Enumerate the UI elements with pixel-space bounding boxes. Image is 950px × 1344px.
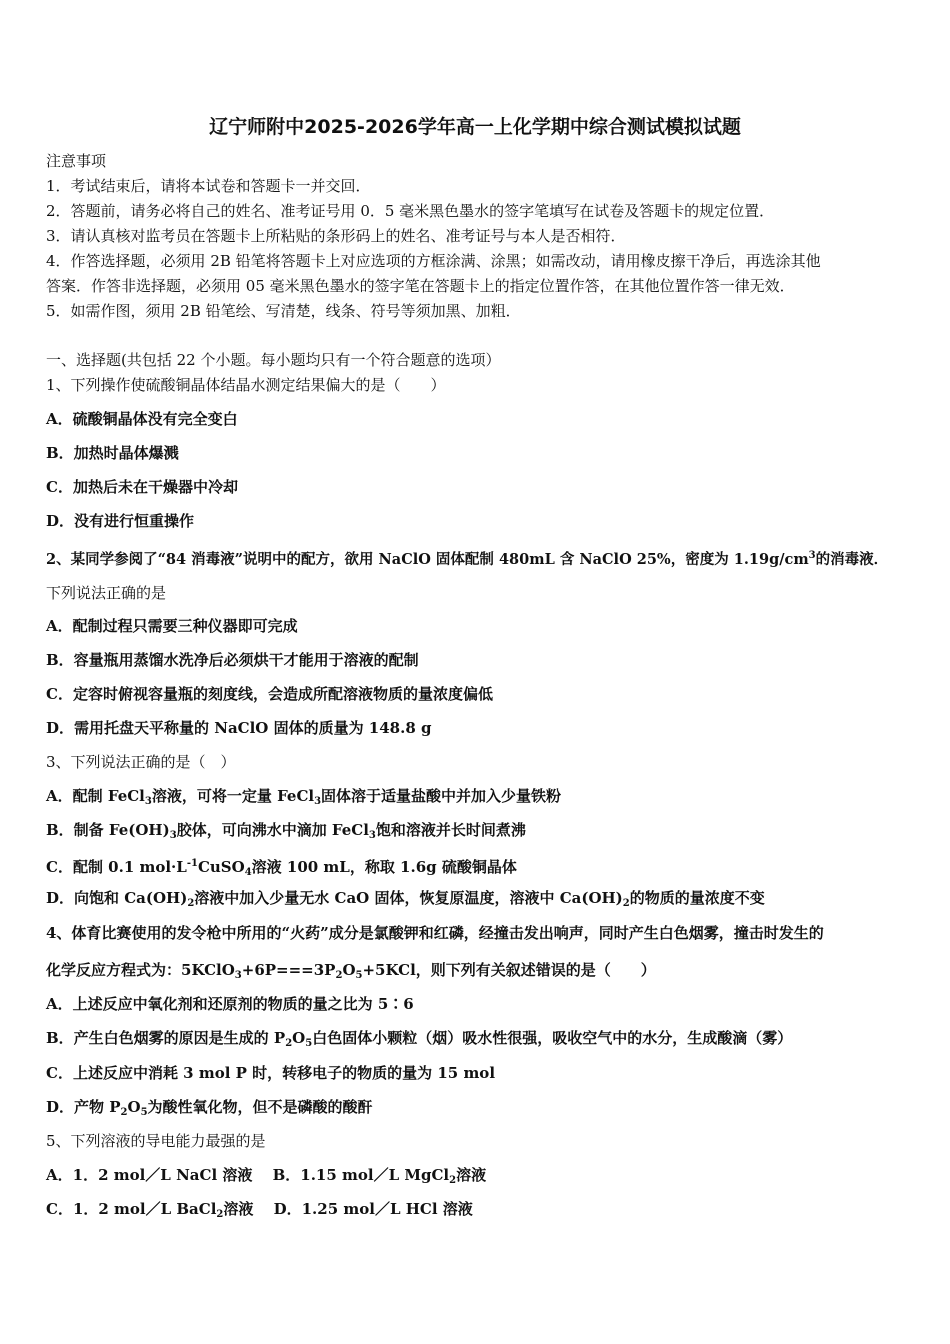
q4-stem-2: 化学反应方程式为：$5KClO_3+6P===3P_2O_5+5KCl$，则下列有关叙述错误的是（ ） bbox=[46, 961, 656, 981]
q4-option-b: B．产生白色烟雾的原因是生成的 $P_2O_5$白色固体小颗粒（烟）吸水性很强，吸收空气中的水分，生成酸滴（雾） bbox=[46, 1029, 793, 1049]
notice-item-5: 5．如需作图，须用 2B 铅笔绘、写清楚，线条、符号等须加黑、加粗． bbox=[46, 302, 521, 320]
q2-stem: 2、某同学参阅了“84 消毒液”说明中的配方，欲用 NaClO 固体配制 480mL 含 NaClO 25%，密度为 $1.19g/cm^3$的消毒液． bbox=[46, 550, 889, 568]
q5-stem: 5、下列溶液的导电能力最强的是 bbox=[46, 1132, 266, 1150]
q2-option-a: A．配制过程只需要三种仪器即可完成 bbox=[46, 617, 298, 635]
q4-stem: 4、体育比赛使用的发令枪中所用的“火药”成分是氯酸钾和红磷，经撞击发出响声，同时产生白色烟雾，撞击时发生的 bbox=[46, 924, 824, 942]
notice-item-3: 3．请认真核对监考员在答题卡上所粘贴的条形码上的姓名、准考证号与本人是否相符． bbox=[46, 227, 626, 245]
q1-stem: 1、下列操作使硫酸铜晶体结晶水测定结果偏大的是（ ） bbox=[46, 376, 446, 394]
q3-option-c: C．配制 0.1 $mol\cdot L^{-1}CuSO_4$溶液 100 mL，称取 1.6g 硫酸铜晶体 bbox=[46, 858, 517, 878]
notice-item-4-cont: 答案．作答非选择题，必须用 05 毫米黑色墨水的签字笔在答题卡上的指定位置作答，在其他位置作答一律无效． bbox=[46, 277, 795, 295]
q3-option-b: B．制备 $Fe(OH)_3$胶体，可向沸水中滴加 FeCl$_3$饱和溶液并长时间煮沸 bbox=[46, 821, 526, 841]
q1-option-c: C．加热后未在干燥器中冷却 bbox=[46, 478, 238, 496]
q4-option-d: D．产物 $P_2O_5$为酸性氧化物，但不是磷酸的酸酐 bbox=[46, 1098, 373, 1118]
q5-options-cd: C．1．2 mol／L BaCl$_2$溶液 D．1.25 mol／L HCl 溶液 bbox=[46, 1200, 473, 1220]
q3-option-a: A．配制 FeCl$_3$溶液，可将一定量 FeCl$_3$固体溶于适量盐酸中并加入少量铁粉 bbox=[46, 787, 562, 807]
notice-item-1: 1．考试结束后，请将本试卷和答题卡一并交回． bbox=[46, 177, 371, 195]
q5-options-ab: A．1．2 mol／L NaCl 溶液 B．1.15 mol／L MgCl$_2$溶液 bbox=[46, 1166, 487, 1186]
q1-option-a: A．硫酸铜晶体没有完全变白 bbox=[46, 410, 238, 428]
q2-stem-2: 下列说法正确的是 bbox=[46, 584, 167, 602]
notice-item-4: 4．作答选择题，必须用 2B 铅笔将答题卡上对应选项的方框涂满、涂黑；如需改动，请用橡皮擦干净后，再选涂其他 bbox=[46, 252, 821, 270]
section-heading: 一、选择题(共包括 22 个小题。每小题均只有一个符合题意的选项） bbox=[46, 351, 501, 369]
q3-option-d: D．向饱和 $Ca(OH)_2$溶液中加入少量无水 CaO 固体，恢复原温度，溶液中 $Ca(OH)_2$的物质的量浓度不变 bbox=[46, 889, 765, 909]
page-title: 辽宁师附中2025-2026学年高一上化学期中综合测试模拟试题 bbox=[209, 116, 741, 138]
notice-heading: 注意事项 bbox=[46, 152, 107, 170]
q2-option-c: C．定容时俯视容量瓶的刻度线，会造成所配溶液物质的量浓度偏低 bbox=[46, 685, 493, 703]
q4-option-c: C．上述反应中消耗 3 mol P 时，转移电子的物质的量为 15 mol bbox=[46, 1064, 496, 1082]
q2-option-b: B．容量瓶用蒸馏水洗净后必须烘干才能用于溶液的配制 bbox=[46, 651, 419, 669]
q3-stem: 3、下列说法正确的是（ ） bbox=[46, 753, 236, 771]
q2-option-d: D．需用托盘天平称量的 NaClO 固体的质量为 148.8 g bbox=[46, 719, 432, 737]
notice-item-2: 2．答题前，请务必将自己的姓名、准考证号用 0．5 毫米黑色墨水的签字笔填写在试卷及答题卡的规定位置． bbox=[46, 202, 775, 220]
q1-option-b: B．加热时晶体爆溅 bbox=[46, 444, 179, 462]
q4-option-a: A．上述反应中氧化剂和还原剂的物质的量之比为 5∶6 bbox=[46, 995, 414, 1013]
q1-option-d: D．没有进行恒重操作 bbox=[46, 512, 195, 530]
